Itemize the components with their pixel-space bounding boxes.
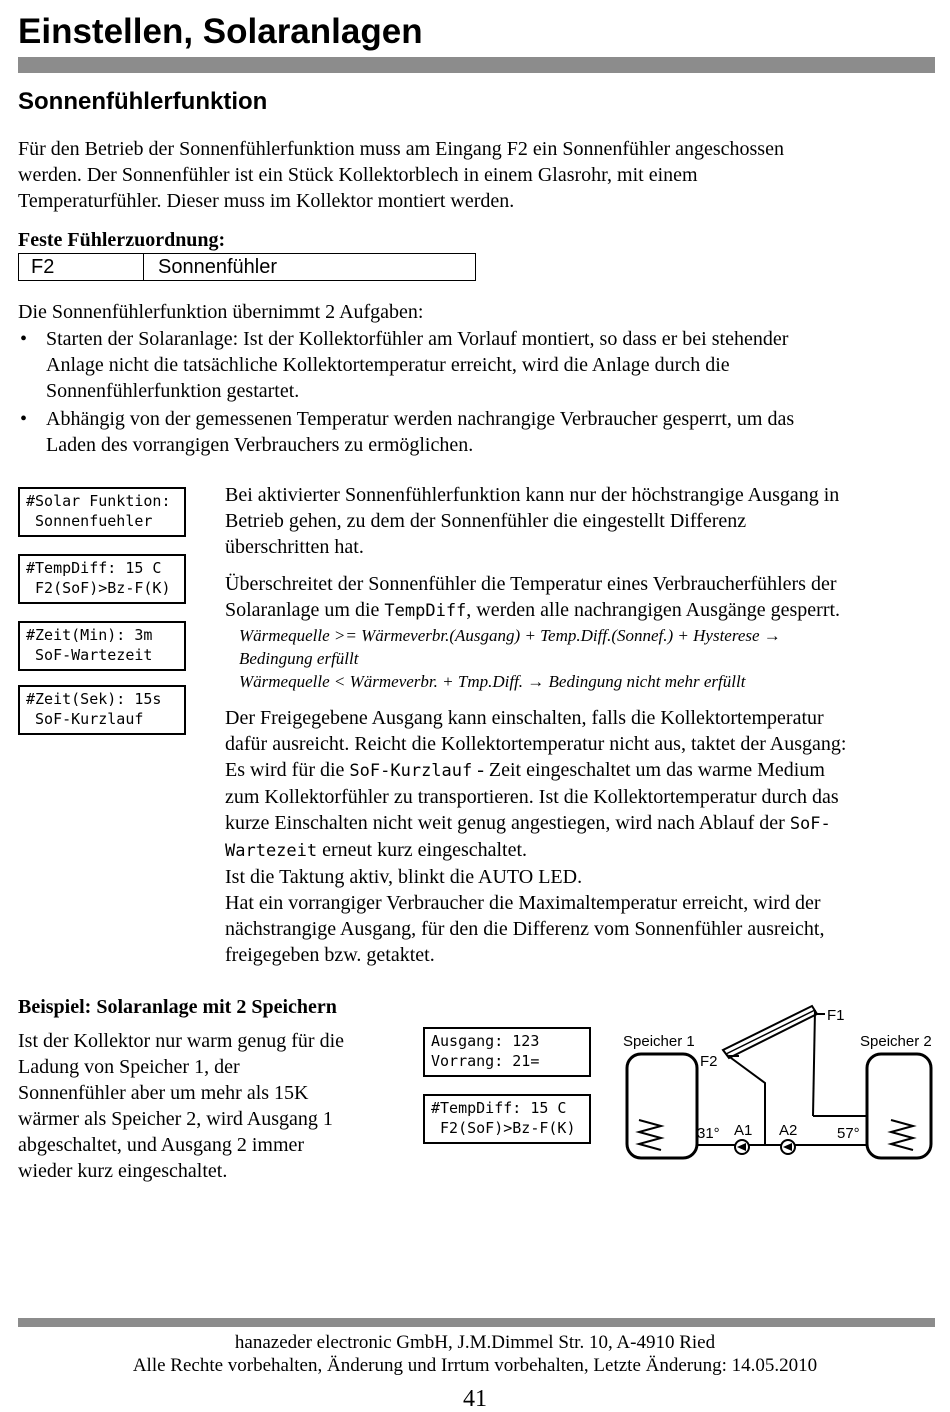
task-line: Anlage nicht die tatsächliche Kollektortemperatur erreicht, wird die Anlage durch die (46, 354, 730, 376)
tasks-intro: Die Sonnenfühlerfunktion übernimmt 2 Aufgaben: (18, 301, 424, 323)
example-title: Beispiel: Solaranlage mit 2 Speichern (18, 996, 337, 1018)
description-line (225, 810, 940, 837)
intro-line: werden. Der Sonnenfühler ist ein Stück Kollektorblech in einem Glasrohr, mit einem (18, 164, 698, 186)
description-line: zum Kollektorfühler zu transportieren. Ist die Kollektortemperatur durch das (225, 786, 839, 808)
parameter-name: SoF- (789, 814, 831, 834)
pump-a2-icon (781, 1140, 795, 1154)
header-rule (18, 57, 935, 73)
lcd-line: SoF-Kurzlauf (26, 710, 144, 728)
pump-a1-icon (735, 1140, 749, 1154)
example-text (18, 1028, 408, 1184)
description-line: Bei aktivierter Sonnenfühlerfunktion kann nur der höchstrangige Ausgang in (225, 484, 840, 506)
text-run: Solaranlage um die (225, 599, 385, 621)
table-cell-sensor: Sonnenfühler (158, 256, 277, 278)
description-line: dafür ausreicht. Reicht die Kollektortemperatur nicht aus, taktet der Ausgang: (225, 733, 847, 755)
lcd-line: Sonnenfuehler (26, 512, 153, 530)
text-run: - Zeit eingeschaltet um das warme Medium (472, 759, 825, 781)
lcd-line: #TempDiff: 15 C (431, 1099, 567, 1117)
condition-line: Wärmequelle < Wärmeverbr. + Tmp.Diff. → Bedingung nicht mehr erfüllt (239, 672, 746, 691)
footer-rule (18, 1318, 935, 1327)
parameter-name: SoF-Kurzlauf (349, 761, 473, 781)
sensor-assignment-table (18, 253, 476, 281)
lcd-display-solar-function (18, 487, 186, 537)
section-title: Sonnenfühlerfunktion (18, 88, 268, 115)
intro-paragraph (18, 136, 928, 214)
example-line: abgeschaltet, und Ausgang 2 immer (18, 1134, 305, 1156)
sensor-f1-label: F1 (827, 1007, 845, 1024)
task-list (18, 326, 918, 460)
storage-1-temperature: 31° (697, 1125, 720, 1142)
task-line: Starten der Solaranlage: Ist der Kollektorfühler am Vorlauf montiert, so dass er bei stehender (46, 328, 789, 350)
description-line (225, 837, 940, 864)
description-line: überschritten hat. (225, 536, 364, 558)
condition-line: Bedingung erfüllt (239, 649, 359, 668)
lcd-display-example-temp-diff (423, 1094, 591, 1144)
page-title: Einstellen, Solaranlagen (18, 12, 423, 51)
parameter-name: TempDiff (384, 601, 467, 621)
example-line: Sonnenfühler aber um mehr als 15K (18, 1082, 309, 1104)
condition-line: Wärmequelle >= Wärmeverbr.(Ausgang) + Temp.Diff.(Sonnef.) + Hysterese → (239, 626, 781, 645)
description-line: Überschreitet der Sonnenfühler die Temperatur eines Verbraucherfühlers der (225, 573, 837, 595)
lcd-line: F2(SoF)>Bz-F(K) (431, 1119, 576, 1137)
lcd-display-temp-diff (18, 554, 186, 604)
sensor-f2-label: F2 (700, 1053, 718, 1070)
text-run: Es wird für die (225, 759, 350, 781)
parameter-name: Wartezeit (225, 841, 318, 861)
lcd-display-wait-time (18, 621, 186, 671)
description-line: Hat ein vorrangiger Verbraucher die Maximaltemperatur erreicht, wird der (225, 892, 821, 914)
example-line: Ist der Kollektor nur warm genug für die (18, 1030, 345, 1052)
task-line: Laden des vorrangigen Verbrauchers zu ermöglichen. (46, 434, 474, 456)
lcd-display-output-priority (423, 1027, 591, 1077)
text-run: kurze Einschalten nicht weit genug angestiegen, wird nach Ablauf der (225, 812, 790, 834)
intro-line: Temperaturfühler. Dieser muss im Kollektor montiert werden. (18, 190, 515, 212)
solar-collector (723, 1006, 817, 1058)
lcd-line: #Zeit(Sek): 15s (26, 690, 162, 708)
pump-a2-label: A2 (779, 1122, 798, 1139)
lcd-line: F2(SoF)>Bz-F(K) (26, 579, 171, 597)
lcd-line: #TempDiff: 15 C (26, 559, 162, 577)
storage-tank-1 (627, 1054, 697, 1158)
storage-2-label: Speicher 2 (860, 1033, 932, 1050)
example-line: Ladung von Speicher 1, der (18, 1056, 240, 1078)
description-line: nächstrangige Ausgang, für den die Differenz vom Sonnenfühler ausreicht, (225, 918, 825, 940)
list-item (18, 326, 918, 404)
task-line: Abhängig von der gemessenen Temperatur werden nachrangige Verbraucher gesperrt, um das (46, 408, 795, 430)
lcd-display-short-run (18, 685, 186, 735)
bullet-icon: • (20, 328, 28, 350)
storage-1-label: Speicher 1 (623, 1033, 695, 1050)
description-line: Betrieb gehen, zu dem der Sonnenfühler die eingestellt Differenz (225, 510, 747, 532)
solar-system-diagram (605, 998, 940, 1168)
text-run: erneut kurz eingeschaltet. (317, 839, 528, 861)
storage-2-temperature: 57° (837, 1125, 860, 1142)
lcd-line: #Zeit(Min): 3m (26, 626, 153, 644)
lcd-line: Vorrang: 21= (431, 1052, 540, 1070)
list-item (18, 406, 918, 458)
table-cell-input: F2 (19, 254, 144, 280)
text-run: , werden alle nachrangigen Ausgänge gesperrt. (466, 599, 841, 621)
description-line: freigegeben bzw. getaktet. (225, 944, 435, 966)
footer-rights: Alle Rechte vorbehalten, Änderung und Irrtum vorbehalten, Letzte Änderung: 14.05.2010 (132, 1355, 818, 1376)
description-line (225, 757, 940, 784)
bullet-icon: • (20, 408, 28, 430)
description-line (225, 597, 940, 624)
footer-company: hanazeder electronic GmbH, J.M.Dimmel Str. 10, A-4910 Ried (234, 1332, 716, 1353)
example-line: wärmer als Speicher 2, wird Ausgang 1 (18, 1108, 333, 1130)
page-number: 41 (463, 1386, 487, 1412)
lcd-line: SoF-Wartezeit (26, 646, 153, 664)
intro-line: Für den Betrieb der Sonnenfühlerfunktion muss am Eingang F2 ein Sonnenfühler angeschossen (18, 138, 784, 160)
pump-a1-label: A1 (734, 1122, 753, 1139)
description-line: Der Freigegebene Ausgang kann einschalten, falls die Kollektortemperatur (225, 707, 824, 729)
example-line: wieder kurz eingeschaltet. (18, 1160, 228, 1182)
description-block (225, 482, 940, 968)
task-line: Sonnenfühlerfunktion gestartet. (46, 380, 300, 402)
assignment-label: Feste Fühlerzuordnung: (18, 229, 226, 251)
lcd-line: Ausgang: 123 (431, 1032, 540, 1050)
lcd-line: #Solar Funktion: (26, 492, 171, 510)
description-line: Ist die Taktung aktiv, blinkt die AUTO LED. (225, 866, 583, 888)
